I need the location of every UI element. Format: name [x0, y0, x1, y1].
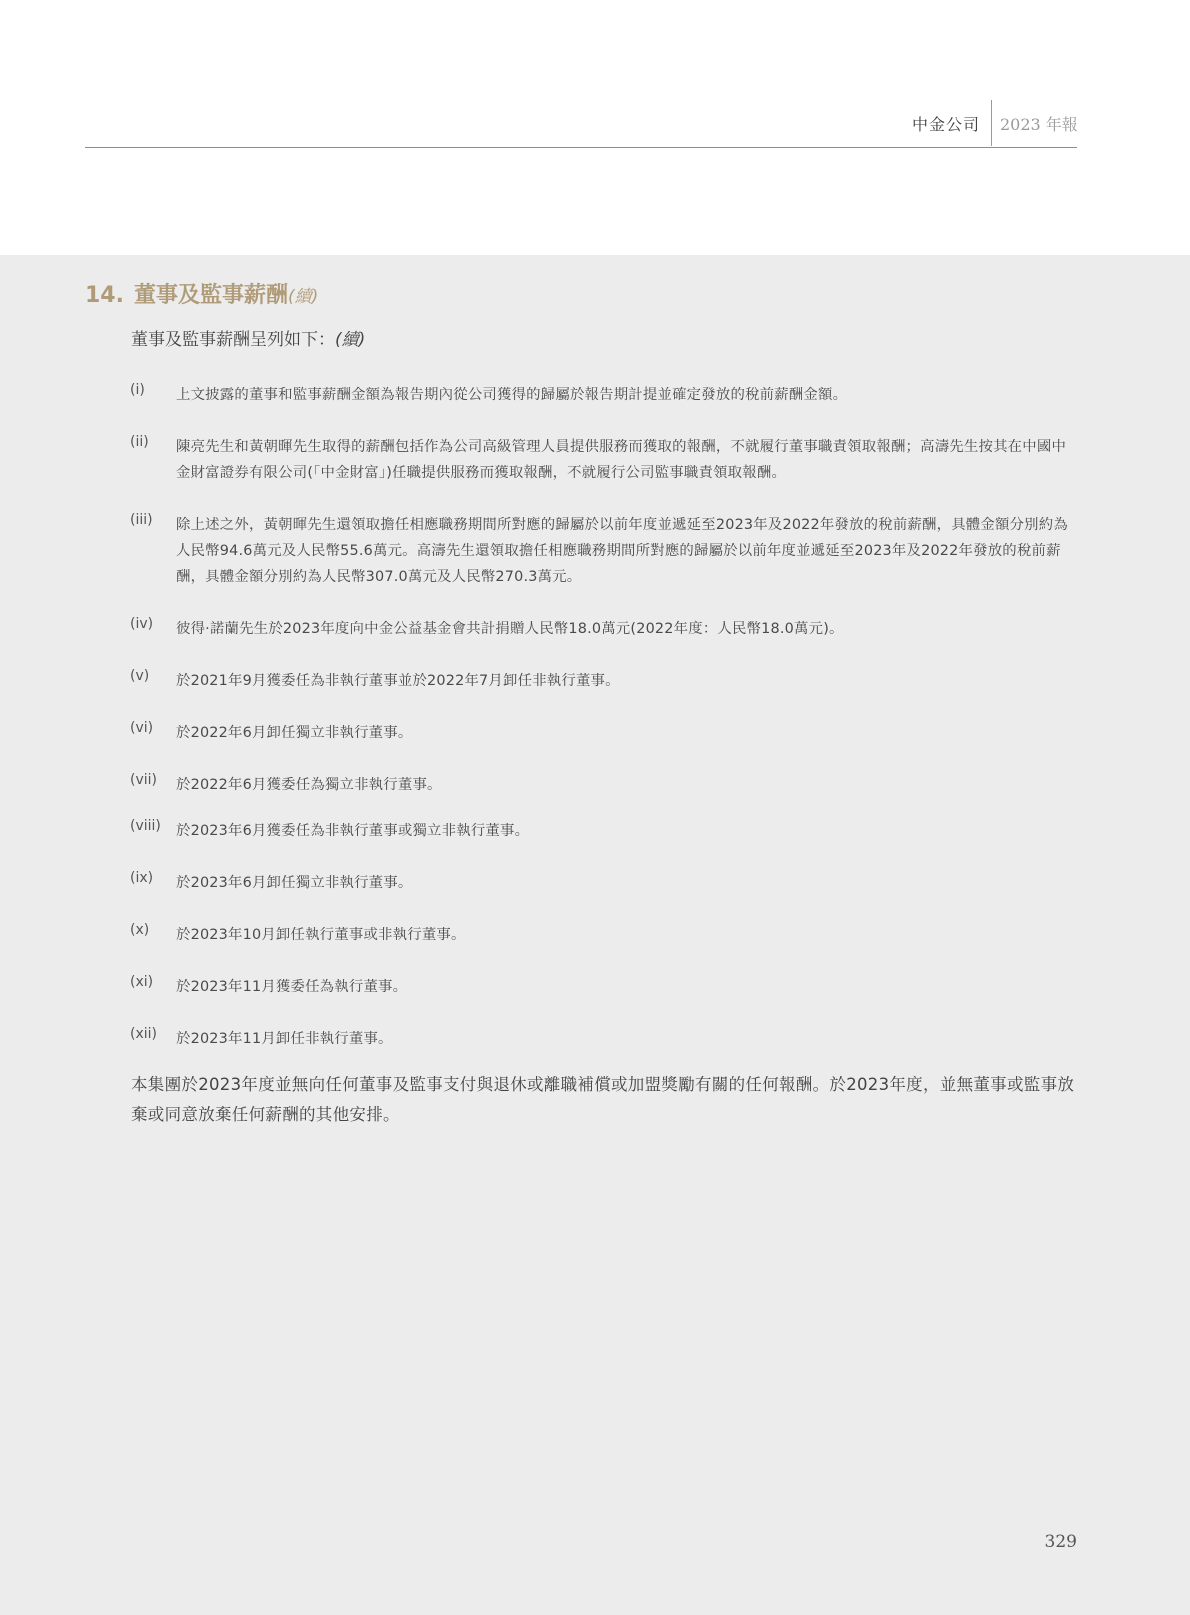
note-label: (ix) — [130, 870, 154, 886]
section-number: 14. — [85, 283, 124, 308]
note-item — [130, 512, 1078, 590]
note-text: 陳亮先生和黃朝暉先生取得的薪酬包括作為公司高級管理人員提供服務而獲取的報酬，不就履行董事職責領取報酬；高濤先生按其在中國中金財富證券有限公司(「中金財富」)任職提供服務而獲取報酬，不就履行公司監事職責領取報酬。 — [176, 439, 1067, 481]
note-item — [130, 720, 1078, 746]
note-label: (xi) — [130, 974, 154, 990]
note-item — [130, 434, 1078, 486]
note-label: (xii) — [130, 1026, 157, 1042]
note-label: (vii) — [130, 772, 157, 788]
note-text: 於2022年6月卸任獨立非執行董事。 — [176, 725, 413, 741]
note-text: 於2023年6月獲委任為非執行董事或獨立非執行董事。 — [176, 823, 530, 839]
subtitle — [131, 325, 365, 350]
note-item — [130, 382, 1078, 408]
section-title — [85, 278, 318, 309]
note-label: (iii) — [130, 512, 153, 528]
subtitle-text: 董事及監事薪酬呈列如下： — [131, 330, 335, 350]
page-content — [0, 255, 1190, 1615]
note-label: (i) — [130, 382, 145, 398]
note-item — [130, 922, 1078, 948]
header-company: 中金公司 — [911, 115, 980, 134]
note-text: 於2023年11月卸任非執行董事。 — [176, 1031, 393, 1047]
page-header — [0, 0, 1190, 255]
header-divider — [991, 100, 992, 146]
note-text: 除上述之外，黃朝暉先生還領取擔任相應職務期間所對應的歸屬於以前年度並遞延至2023年及2022年發放的稅前薪酬，具體金額分別約為人民幣94.6萬元及人民幣55.6萬元。高濤先生還領取擔任相應職務期間所對應的歸屬於以前年度並遞延至2023年及2022年發放的稅前薪酬，具體金額分別約為人民幣307.0萬元及人民幣270.3萬元。 — [176, 517, 1068, 585]
note-item — [130, 870, 1078, 896]
note-text: 於2023年6月卸任獨立非執行董事。 — [176, 875, 413, 891]
note-label: (vi) — [130, 720, 154, 736]
note-label: (ii) — [130, 434, 149, 450]
note-label: (v) — [130, 668, 150, 684]
note-text: 於2022年6月獲委任為獨立非執行董事。 — [176, 777, 442, 793]
note-label: (x) — [130, 922, 150, 938]
note-item — [130, 616, 1078, 642]
subtitle-continued: (續) — [335, 330, 366, 350]
note-item — [130, 772, 1078, 798]
note-item — [130, 818, 1078, 844]
section-title-text: 董事及監事薪酬 — [133, 283, 288, 308]
note-item — [130, 668, 1078, 694]
note-text: 上文披露的董事和監事薪酬金額為報告期內從公司獲得的歸屬於報告期計提並確定發放的稅前薪酬金額。 — [176, 387, 848, 403]
note-text: 於2021年9月獲委任為非執行董事並於2022年7月卸任非執行董事。 — [176, 673, 620, 689]
note-text: 於2023年10月卸任執行董事或非執行董事。 — [176, 927, 466, 943]
header-rule — [85, 147, 1077, 148]
note-label: (iv) — [130, 616, 154, 632]
note-text: 彼得·諾蘭先生於2023年度向中金公益基金會共計捐贈人民幣18.0萬元(2022年度：人民幣18.0萬元)。 — [176, 621, 844, 637]
header-report-title: 2023 年報 — [1000, 115, 1078, 134]
note-item — [130, 974, 1078, 1000]
note-label: (viii) — [130, 818, 161, 834]
page-number: 329 — [1044, 1532, 1077, 1552]
note-text: 於2023年11月獲委任為執行董事。 — [176, 979, 408, 995]
section-continued: (續) — [288, 287, 319, 307]
note-item — [130, 1026, 1078, 1052]
summary-paragraph: 本集團於2023年度並無向任何董事及監事支付與退休或離職補償或加盟獎勵有關的任何報酬。於2023年度，並無董事或監事放棄或同意放棄任何薪酬的其他安排。 — [131, 1075, 1075, 1124]
